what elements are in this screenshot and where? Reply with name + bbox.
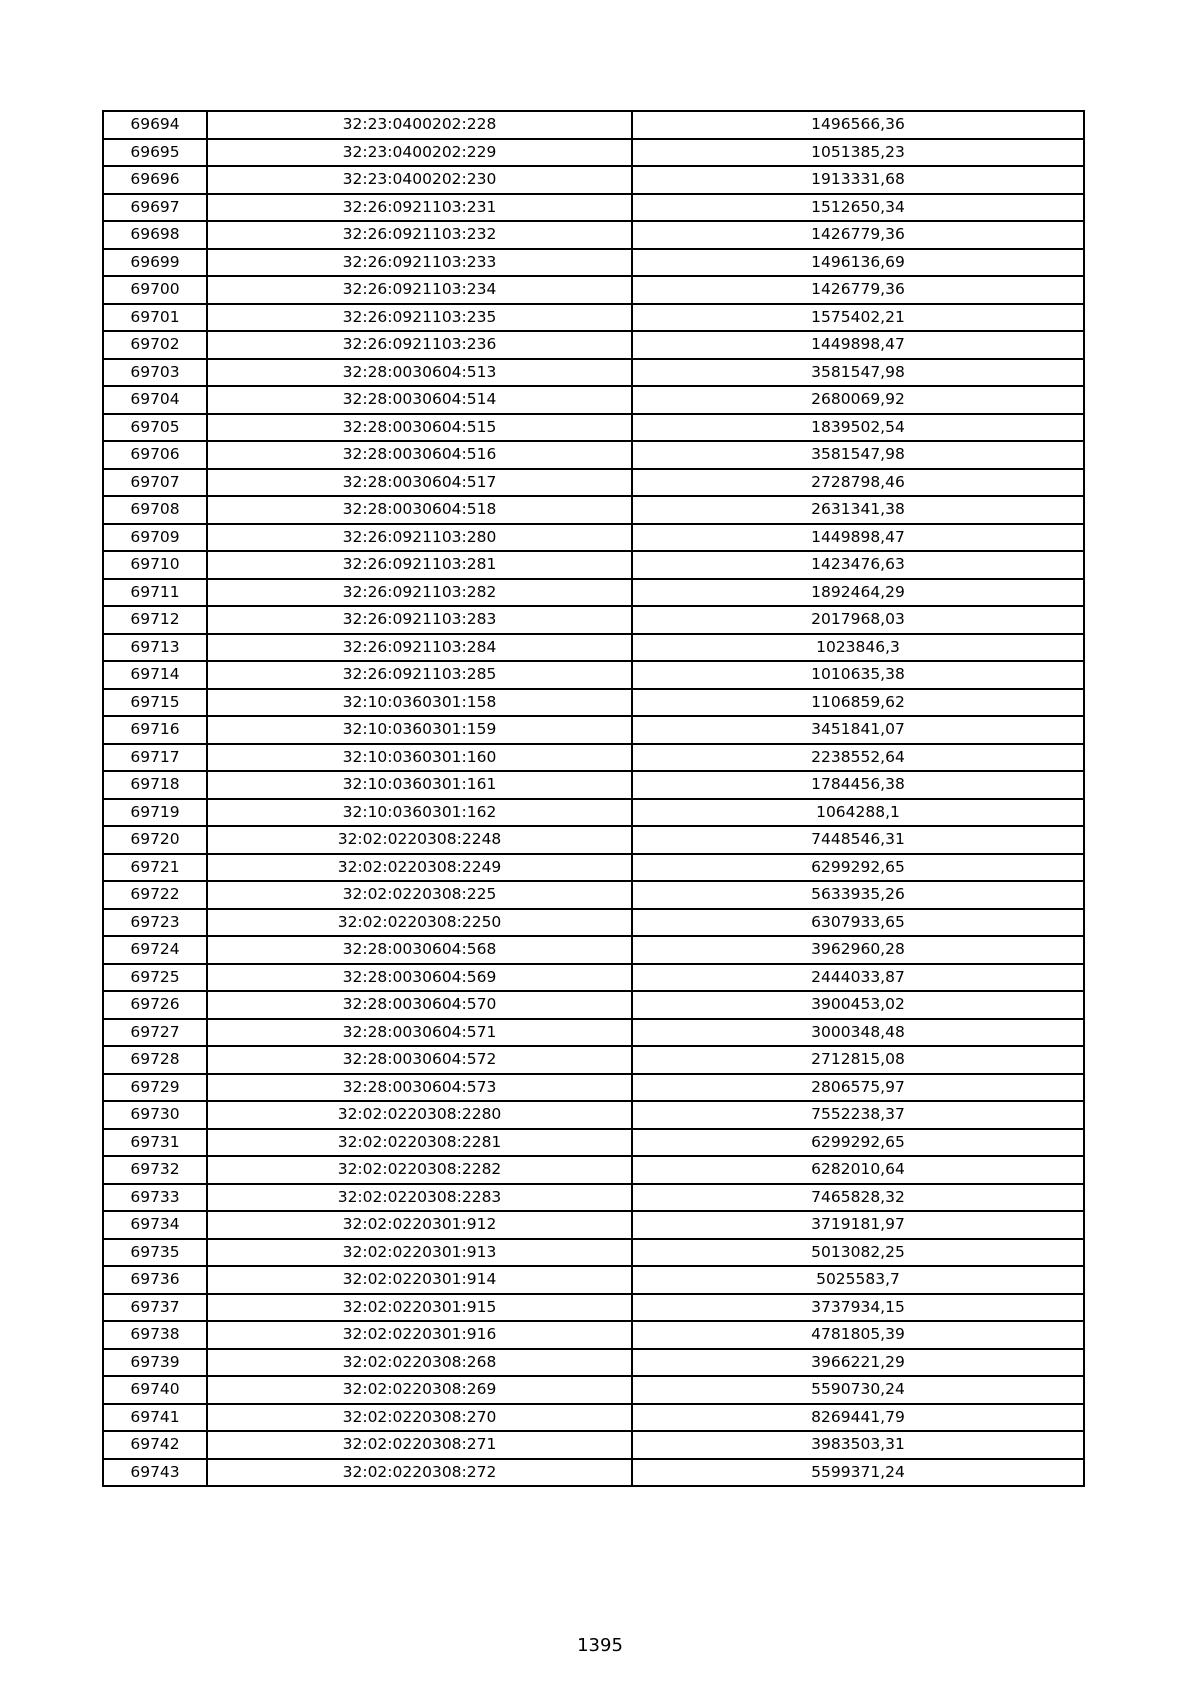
cadastral-value-cell: 1106859,62: [632, 689, 1084, 717]
table-row: [103, 194, 1084, 222]
cadastral-value-cell: 3581547,98: [632, 441, 1084, 469]
cadastral-number-cell: 32:26:0921103:234: [207, 276, 632, 304]
cadastral-number-cell: 32:28:0030604:513: [207, 359, 632, 387]
cadastral-number-cell: 32:28:0030604:572: [207, 1046, 632, 1074]
cadastral-number-cell: 32:02:0220308:268: [207, 1349, 632, 1377]
cadastral-number-cell: 32:02:0220308:2248: [207, 826, 632, 854]
cadastral-value-cell: 1449898,47: [632, 524, 1084, 552]
row-number-cell: 69730: [103, 1101, 207, 1129]
row-number-cell: 69736: [103, 1266, 207, 1294]
table-row: [103, 249, 1084, 277]
cadastral-value-cell: 3900453,02: [632, 991, 1084, 1019]
cadastral-number-cell: 32:10:0360301:161: [207, 771, 632, 799]
cadastral-number-cell: 32:10:0360301:162: [207, 799, 632, 827]
table-row: [103, 1349, 1084, 1377]
cadastral-number-cell: 32:28:0030604:515: [207, 414, 632, 442]
cadastral-value-table: [102, 110, 1085, 1487]
row-number-cell: 69715: [103, 689, 207, 717]
cadastral-number-cell: 32:10:0360301:160: [207, 744, 632, 772]
table-row: [103, 1129, 1084, 1157]
row-number-cell: 69702: [103, 331, 207, 359]
cadastral-number-cell: 32:23:0400202:229: [207, 139, 632, 167]
cadastral-number-cell: 32:02:0220308:2281: [207, 1129, 632, 1157]
row-number-cell: 69706: [103, 441, 207, 469]
row-number-cell: 69707: [103, 469, 207, 497]
cadastral-value-cell: 6282010,64: [632, 1156, 1084, 1184]
row-number-cell: 69713: [103, 634, 207, 662]
row-number-cell: 69723: [103, 909, 207, 937]
cadastral-value-cell: 1064288,1: [632, 799, 1084, 827]
row-number-cell: 69725: [103, 964, 207, 992]
cadastral-value-cell: 4781805,39: [632, 1321, 1084, 1349]
cadastral-value-cell: 1913331,68: [632, 166, 1084, 194]
cadastral-value-cell: 1892464,29: [632, 579, 1084, 607]
table-row: [103, 716, 1084, 744]
table-row: [103, 1156, 1084, 1184]
table-row: [103, 909, 1084, 937]
cadastral-value-cell: 3962960,28: [632, 936, 1084, 964]
cadastral-number-cell: 32:02:0220301:914: [207, 1266, 632, 1294]
table-row: [103, 854, 1084, 882]
cadastral-number-cell: 32:26:0921103:280: [207, 524, 632, 552]
cadastral-value-cell: 2712815,08: [632, 1046, 1084, 1074]
cadastral-number-cell: 32:02:0220308:2250: [207, 909, 632, 937]
row-number-cell: 69704: [103, 386, 207, 414]
cadastral-number-cell: 32:02:0220308:2283: [207, 1184, 632, 1212]
table-row: [103, 1266, 1084, 1294]
row-number-cell: 69727: [103, 1019, 207, 1047]
cadastral-number-cell: 32:02:0220308:2249: [207, 854, 632, 882]
row-number-cell: 69696: [103, 166, 207, 194]
cadastral-value-cell: 1496136,69: [632, 249, 1084, 277]
cadastral-value-cell: 5599371,24: [632, 1459, 1084, 1487]
cadastral-value-cell: 1512650,34: [632, 194, 1084, 222]
cadastral-number-cell: 32:23:0400202:230: [207, 166, 632, 194]
table-row: [103, 1101, 1084, 1129]
table-row: [103, 744, 1084, 772]
table-row: [103, 1211, 1084, 1239]
cadastral-value-cell: 1496566,36: [632, 111, 1084, 139]
cadastral-value-cell: 1023846,3: [632, 634, 1084, 662]
cadastral-number-cell: 32:28:0030604:514: [207, 386, 632, 414]
row-number-cell: 69705: [103, 414, 207, 442]
cadastral-number-cell: 32:02:0220301:915: [207, 1294, 632, 1322]
cadastral-number-cell: 32:28:0030604:571: [207, 1019, 632, 1047]
cadastral-number-cell: 32:02:0220301:912: [207, 1211, 632, 1239]
row-number-cell: 69711: [103, 579, 207, 607]
cadastral-value-cell: 2631341,38: [632, 496, 1084, 524]
cadastral-value-cell: 5013082,25: [632, 1239, 1084, 1267]
table-row: [103, 386, 1084, 414]
table-row: [103, 1404, 1084, 1432]
row-number-cell: 69731: [103, 1129, 207, 1157]
cadastral-number-cell: 32:02:0220301:913: [207, 1239, 632, 1267]
cadastral-value-cell: 5025583,7: [632, 1266, 1084, 1294]
row-number-cell: 69699: [103, 249, 207, 277]
table-row: [103, 634, 1084, 662]
cadastral-value-cell: 6299292,65: [632, 854, 1084, 882]
table-row: [103, 331, 1084, 359]
row-number-cell: 69733: [103, 1184, 207, 1212]
cadastral-value-cell: 1426779,36: [632, 276, 1084, 304]
table-row: [103, 139, 1084, 167]
table-row: [103, 1431, 1084, 1459]
row-number-cell: 69720: [103, 826, 207, 854]
cadastral-value-cell: 8269441,79: [632, 1404, 1084, 1432]
table-row: [103, 221, 1084, 249]
table-row: [103, 1046, 1084, 1074]
cadastral-value-cell: 6307933,65: [632, 909, 1084, 937]
table-row: [103, 1376, 1084, 1404]
row-number-cell: 69722: [103, 881, 207, 909]
table-row: [103, 936, 1084, 964]
cadastral-value-cell: 3966221,29: [632, 1349, 1084, 1377]
table-row: [103, 579, 1084, 607]
page-number: 1395: [577, 1635, 623, 1656]
table-row: [103, 826, 1084, 854]
cadastral-number-cell: 32:02:0220308:271: [207, 1431, 632, 1459]
cadastral-value-cell: 1010635,38: [632, 661, 1084, 689]
cadastral-value-cell: 1426779,36: [632, 221, 1084, 249]
cadastral-value-cell: 2238552,64: [632, 744, 1084, 772]
row-number-cell: 69694: [103, 111, 207, 139]
row-number-cell: 69703: [103, 359, 207, 387]
table-body: [103, 111, 1084, 1486]
cadastral-number-cell: 32:26:0921103:236: [207, 331, 632, 359]
cadastral-number-cell: 32:28:0030604:517: [207, 469, 632, 497]
cadastral-value-cell: 3737934,15: [632, 1294, 1084, 1322]
row-number-cell: 69695: [103, 139, 207, 167]
cadastral-number-cell: 32:26:0921103:283: [207, 606, 632, 634]
cadastral-number-cell: 32:28:0030604:518: [207, 496, 632, 524]
cadastral-value-cell: 1449898,47: [632, 331, 1084, 359]
row-number-cell: 69719: [103, 799, 207, 827]
row-number-cell: 69700: [103, 276, 207, 304]
cadastral-value-cell: 1784456,38: [632, 771, 1084, 799]
cadastral-value-cell: 6299292,65: [632, 1129, 1084, 1157]
cadastral-value-cell: 7552238,37: [632, 1101, 1084, 1129]
row-number-cell: 69710: [103, 551, 207, 579]
cadastral-value-cell: 2806575,97: [632, 1074, 1084, 1102]
cadastral-value-cell: 3983503,31: [632, 1431, 1084, 1459]
cadastral-value-cell: 3719181,97: [632, 1211, 1084, 1239]
cadastral-value-cell: 7448546,31: [632, 826, 1084, 854]
row-number-cell: 69738: [103, 1321, 207, 1349]
cadastral-value-cell: 5590730,24: [632, 1376, 1084, 1404]
table-row: [103, 799, 1084, 827]
row-number-cell: 69734: [103, 1211, 207, 1239]
row-number-cell: 69697: [103, 194, 207, 222]
table-row: [103, 881, 1084, 909]
row-number-cell: 69709: [103, 524, 207, 552]
table-row: [103, 414, 1084, 442]
cadastral-value-cell: 3451841,07: [632, 716, 1084, 744]
cadastral-value-cell: 2444033,87: [632, 964, 1084, 992]
table-row: [103, 551, 1084, 579]
cadastral-number-cell: 32:26:0921103:284: [207, 634, 632, 662]
cadastral-value-cell: 2017968,03: [632, 606, 1084, 634]
cadastral-number-cell: 32:10:0360301:158: [207, 689, 632, 717]
cadastral-number-cell: 32:26:0921103:282: [207, 579, 632, 607]
cadastral-number-cell: 32:28:0030604:570: [207, 991, 632, 1019]
cadastral-number-cell: 32:26:0921103:232: [207, 221, 632, 249]
row-number-cell: 69740: [103, 1376, 207, 1404]
row-number-cell: 69712: [103, 606, 207, 634]
row-number-cell: 69742: [103, 1431, 207, 1459]
row-number-cell: 69721: [103, 854, 207, 882]
cadastral-value-cell: 5633935,26: [632, 881, 1084, 909]
cadastral-number-cell: 32:26:0921103:281: [207, 551, 632, 579]
cadastral-number-cell: 32:02:0220308:272: [207, 1459, 632, 1487]
table-row: [103, 1019, 1084, 1047]
cadastral-value-cell: 3581547,98: [632, 359, 1084, 387]
cadastral-value-cell: 1423476,63: [632, 551, 1084, 579]
cadastral-number-cell: 32:26:0921103:285: [207, 661, 632, 689]
cadastral-value-cell: 1839502,54: [632, 414, 1084, 442]
cadastral-number-cell: 32:28:0030604:568: [207, 936, 632, 964]
cadastral-number-cell: 32:28:0030604:569: [207, 964, 632, 992]
cadastral-value-cell: 2728798,46: [632, 469, 1084, 497]
table-row: [103, 771, 1084, 799]
row-number-cell: 69701: [103, 304, 207, 332]
table-row: [103, 1239, 1084, 1267]
cadastral-number-cell: 32:26:0921103:235: [207, 304, 632, 332]
row-number-cell: 69741: [103, 1404, 207, 1432]
cadastral-number-cell: 32:26:0921103:231: [207, 194, 632, 222]
row-number-cell: 69718: [103, 771, 207, 799]
cadastral-value-cell: 1575402,21: [632, 304, 1084, 332]
table-row: [103, 1321, 1084, 1349]
cadastral-value-cell: 2680069,92: [632, 386, 1084, 414]
cadastral-value-cell: 3000348,48: [632, 1019, 1084, 1047]
cadastral-value-cell: 1051385,23: [632, 139, 1084, 167]
row-number-cell: 69716: [103, 716, 207, 744]
table-row: [103, 1294, 1084, 1322]
row-number-cell: 69743: [103, 1459, 207, 1487]
table-row: [103, 276, 1084, 304]
cadastral-number-cell: 32:28:0030604:573: [207, 1074, 632, 1102]
cadastral-number-cell: 32:28:0030604:516: [207, 441, 632, 469]
table-row: [103, 689, 1084, 717]
table-row: [103, 524, 1084, 552]
row-number-cell: 69729: [103, 1074, 207, 1102]
cadastral-number-cell: 32:02:0220308:269: [207, 1376, 632, 1404]
cadastral-number-cell: 32:02:0220301:916: [207, 1321, 632, 1349]
cadastral-number-cell: 32:02:0220308:2280: [207, 1101, 632, 1129]
row-number-cell: 69739: [103, 1349, 207, 1377]
table-row: [103, 441, 1084, 469]
cadastral-number-cell: 32:26:0921103:233: [207, 249, 632, 277]
cadastral-number-cell: 32:02:0220308:270: [207, 1404, 632, 1432]
row-number-cell: 69737: [103, 1294, 207, 1322]
row-number-cell: 69728: [103, 1046, 207, 1074]
cadastral-number-cell: 32:02:0220308:2282: [207, 1156, 632, 1184]
table-row: [103, 661, 1084, 689]
table-row: [103, 304, 1084, 332]
table-row: [103, 359, 1084, 387]
table-row: [103, 111, 1084, 139]
table-row: [103, 606, 1084, 634]
table-row: [103, 991, 1084, 1019]
table-row: [103, 1459, 1084, 1487]
table-row: [103, 166, 1084, 194]
row-number-cell: 69726: [103, 991, 207, 1019]
row-number-cell: 69714: [103, 661, 207, 689]
table-row: [103, 964, 1084, 992]
table-row: [103, 1184, 1084, 1212]
cadastral-number-cell: 32:23:0400202:228: [207, 111, 632, 139]
cadastral-number-cell: 32:02:0220308:225: [207, 881, 632, 909]
row-number-cell: 69717: [103, 744, 207, 772]
row-number-cell: 69732: [103, 1156, 207, 1184]
table-row: [103, 496, 1084, 524]
row-number-cell: 69735: [103, 1239, 207, 1267]
row-number-cell: 69708: [103, 496, 207, 524]
cadastral-number-cell: 32:10:0360301:159: [207, 716, 632, 744]
table-row: [103, 1074, 1084, 1102]
row-number-cell: 69724: [103, 936, 207, 964]
cadastral-value-cell: 7465828,32: [632, 1184, 1084, 1212]
table-row: [103, 469, 1084, 497]
row-number-cell: 69698: [103, 221, 207, 249]
